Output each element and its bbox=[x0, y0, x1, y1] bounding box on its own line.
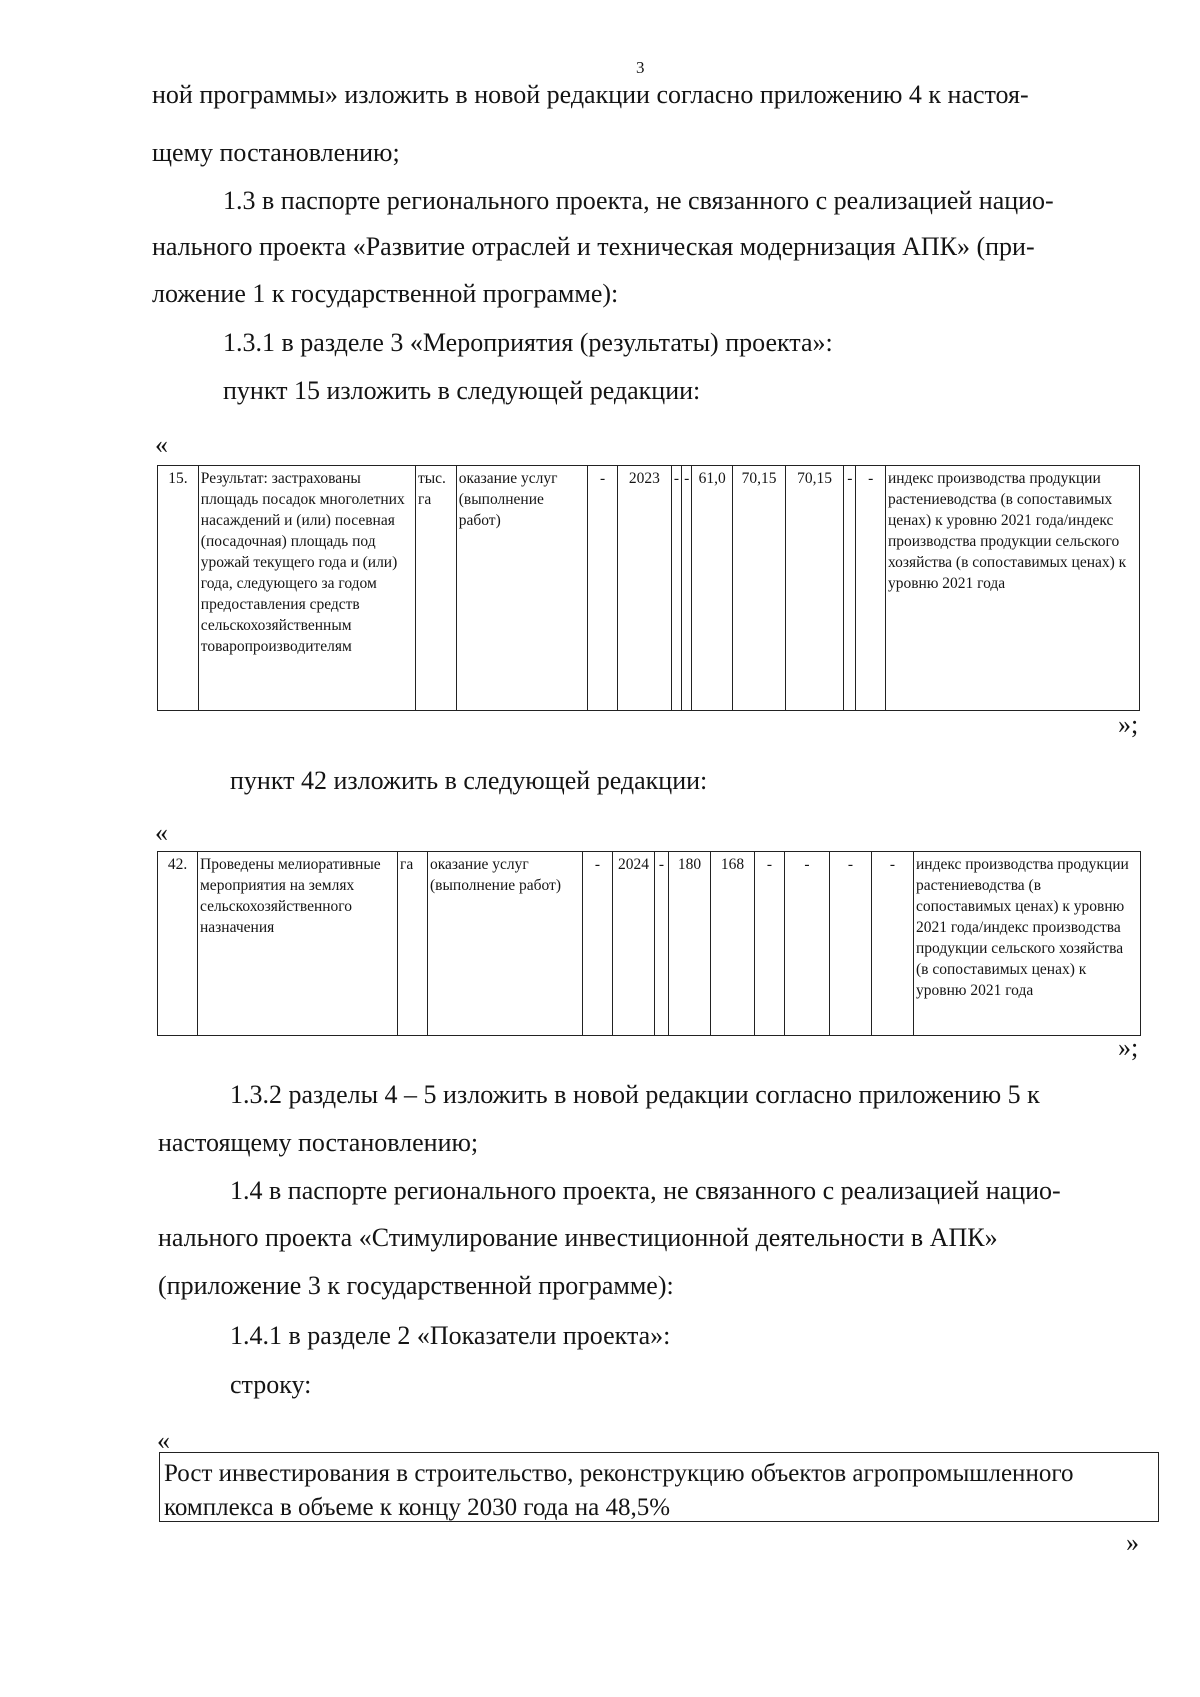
close-quote: »; bbox=[1118, 1033, 1139, 1062]
value-cell: 70,15 bbox=[786, 466, 844, 711]
table-item-15 bbox=[157, 465, 1140, 711]
paragraph-line: 1.4 в паспорте регионального проекта, не связанного с реализацией нацио- bbox=[230, 1176, 1061, 1205]
unit-cell: га bbox=[398, 852, 428, 1036]
value-cell: - bbox=[830, 852, 872, 1036]
close-quote: » bbox=[1126, 1528, 1139, 1557]
paragraph-line: строку: bbox=[230, 1370, 312, 1399]
indicator-row-box: Рост инвестирования в строительство, реконструкцию объектов агропромышленного комплекса в объеме к концу 2030 года на 48,5% bbox=[159, 1452, 1159, 1522]
paragraph-line: пункт 42 изложить в следующей редакции: bbox=[230, 766, 708, 795]
type-cell: оказание услуг (выполнение работ) bbox=[428, 852, 583, 1036]
value-cell: - bbox=[755, 852, 785, 1036]
value-cell: - bbox=[872, 852, 914, 1036]
value-cell: - bbox=[856, 466, 886, 711]
item-number: 15. bbox=[158, 466, 199, 711]
type-cell: оказание услуг (выполнение работ) bbox=[456, 466, 588, 711]
value-cell: - bbox=[671, 466, 681, 711]
value-cell: 180 bbox=[669, 852, 711, 1036]
paragraph-line: пункт 15 изложить в следующей редакции: bbox=[223, 376, 701, 405]
year-cell: 2024 bbox=[613, 852, 655, 1036]
open-quote: « bbox=[155, 818, 168, 847]
table-item-42 bbox=[157, 851, 1141, 1036]
indicator-cell: индекс производства продукции растениеводства (в сопоставимых ценах) к уровню 2021 года/индекс производства продукции сельского хозяйства (в сопоставимых ценах) к уровню 2021 года bbox=[885, 466, 1139, 711]
paragraph-line: нального проекта «Развитие отраслей и техническая модернизация АПК» (при- bbox=[152, 232, 1035, 261]
paragraph-line: 1.3.2 разделы 4 – 5 изложить в новой редакции согласно приложению 5 к bbox=[230, 1080, 1040, 1109]
unit-cell: тыс. га bbox=[415, 466, 456, 711]
close-quote: »; bbox=[1118, 710, 1139, 739]
year-cell: 2023 bbox=[617, 466, 671, 711]
open-quote: « bbox=[157, 1426, 170, 1455]
paragraph-line: (приложение 3 к государственной программе): bbox=[158, 1271, 674, 1300]
indicator-cell: индекс производства продукции растениеводства (в сопоставимых ценах) к уровню 2021 года/индекс производства продукции сельского хозяйства (в сопоставимых ценах) к уровню 2021 года bbox=[914, 852, 1141, 1036]
result-cell: Проведены мелиоративные мероприятия на землях сельскохозяйственного назначения bbox=[198, 852, 398, 1036]
value-cell: - bbox=[588, 466, 618, 711]
paragraph-line: нального проекта «Стимулирование инвестиционной деятельности в АПК» bbox=[158, 1223, 998, 1252]
result-cell: Результат: застрахованы площадь посадок многолетних насаждений и (или) посевная (посадочная) площадь под урожай текущего года и (или) года, следующего за годом предоставления средств сельскохозяйственным товаропроизводителям bbox=[198, 466, 415, 711]
item-number: 42. bbox=[158, 852, 198, 1036]
paragraph-line: 1.3.1 в разделе 3 «Мероприятия (результаты) проекта»: bbox=[223, 328, 833, 357]
value-cell: - bbox=[785, 852, 830, 1036]
value-cell: - bbox=[655, 852, 669, 1036]
page-number: 3 bbox=[636, 58, 645, 77]
value-cell: - bbox=[682, 466, 692, 711]
paragraph-line: ной программы» изложить в новой редакции согласно приложению 4 к настоя- bbox=[152, 80, 1029, 109]
value-cell: 61,0 bbox=[692, 466, 733, 711]
paragraph-line: настоящему постановлению; bbox=[158, 1128, 479, 1157]
value-cell: - bbox=[844, 466, 856, 711]
value-cell: 168 bbox=[711, 852, 755, 1036]
paragraph-line: ложение 1 к государственной программе): bbox=[152, 279, 619, 308]
paragraph-line: 1.3 в паспорте регионального проекта, не связанного с реализацией нацио- bbox=[223, 186, 1054, 215]
value-cell: - bbox=[583, 852, 613, 1036]
paragraph-line: щему постановлению; bbox=[152, 138, 400, 167]
value-cell: 70,15 bbox=[733, 466, 786, 711]
open-quote: « bbox=[155, 430, 168, 459]
paragraph-line: 1.4.1 в разделе 2 «Показатели проекта»: bbox=[230, 1321, 671, 1350]
